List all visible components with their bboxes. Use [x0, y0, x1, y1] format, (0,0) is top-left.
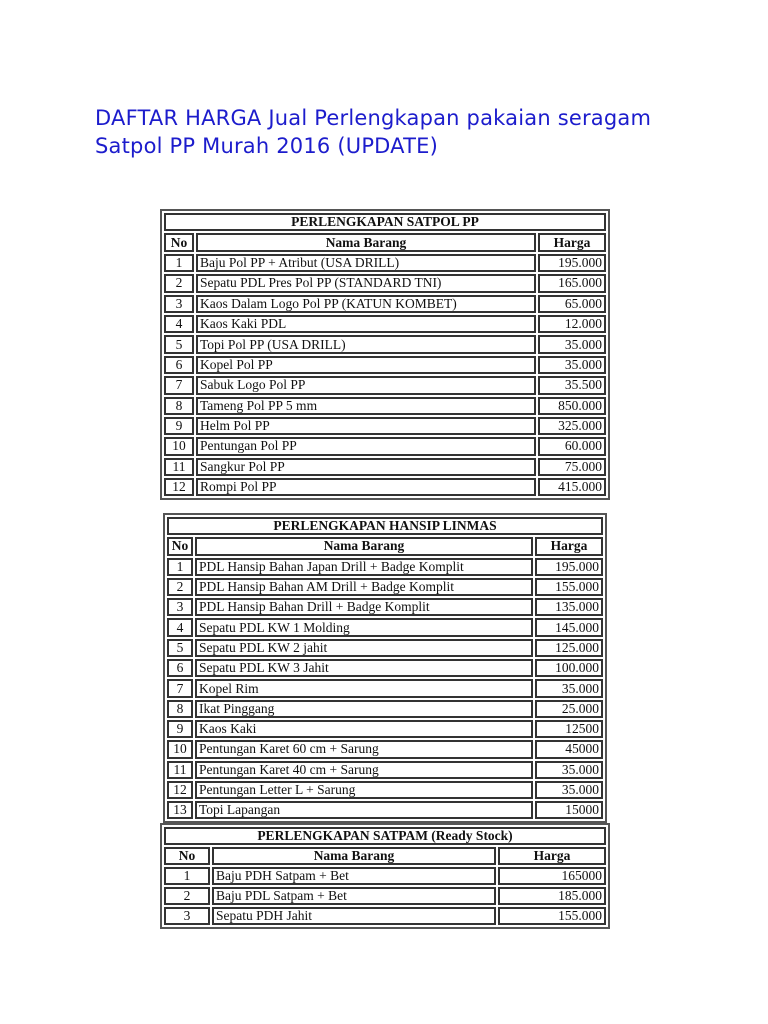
page-title: DAFTAR HARGA Jual Perlengkapan pakaian seragam Satpol PP Murah 2016 (UPDATE) [95, 106, 652, 158]
item-name: Pentungan Karet 60 cm + Sarung [195, 740, 533, 758]
item-name: PDL Hansip Bahan Japan Drill + Badge Komplit [195, 558, 533, 576]
table-row [167, 740, 603, 758]
item-price: 165000 [498, 867, 606, 885]
table-row [167, 679, 603, 697]
item-price: 15000 [535, 801, 603, 819]
item-number: 7 [164, 376, 194, 394]
item-name: Sabuk Logo Pol PP [196, 376, 536, 394]
item-name: Pentungan Letter L + Sarung [195, 781, 533, 799]
column-header-name: Nama Barang [212, 847, 496, 865]
item-price: 12500 [535, 720, 603, 738]
column-header-row [164, 233, 606, 251]
item-price: 35.000 [535, 781, 603, 799]
item-name: Sepatu PDL KW 2 jahit [195, 639, 533, 657]
item-number: 2 [164, 274, 194, 292]
item-price: 415.000 [538, 478, 606, 496]
item-name: Baju PDH Satpam + Bet [212, 867, 496, 885]
item-number: 1 [164, 254, 194, 272]
item-price: 185.000 [498, 887, 606, 905]
item-price: 325.000 [538, 417, 606, 435]
item-price: 45000 [535, 740, 603, 758]
item-number: 10 [164, 437, 194, 455]
item-name: PDL Hansip Bahan AM Drill + Badge Komplit [195, 578, 533, 596]
table-heading: PERLENGKAPAN SATPOL PP [164, 213, 606, 231]
table-row [164, 478, 606, 496]
table-row [164, 295, 606, 313]
column-header-name: Nama Barang [195, 537, 533, 555]
table-row [167, 801, 603, 819]
item-number: 8 [167, 700, 193, 718]
item-number: 7 [167, 679, 193, 697]
item-price: 850.000 [538, 397, 606, 415]
item-number: 12 [164, 478, 194, 496]
item-price: 165.000 [538, 274, 606, 292]
item-name: Sepatu PDL KW 1 Molding [195, 618, 533, 636]
column-header-no: No [164, 233, 194, 251]
item-name: Sepatu PDL Pres Pol PP (STANDARD TNI) [196, 274, 536, 292]
table-heading: PERLENGKAPAN HANSIP LINMAS [167, 517, 603, 535]
item-number: 8 [164, 397, 194, 415]
column-header-row [167, 537, 603, 555]
item-price: 35.000 [535, 761, 603, 779]
item-price: 35.000 [538, 356, 606, 374]
column-header-price: Harga [498, 847, 606, 865]
item-price: 135.000 [535, 598, 603, 616]
item-price: 35.500 [538, 376, 606, 394]
item-number: 6 [167, 659, 193, 677]
table-row [167, 639, 603, 657]
table-heading: PERLENGKAPAN SATPAM (Ready Stock) [164, 827, 606, 845]
item-number: 12 [167, 781, 193, 799]
item-price: 65.000 [538, 295, 606, 313]
item-name: Pentungan Karet 40 cm + Sarung [195, 761, 533, 779]
table-row [167, 558, 603, 576]
item-number: 10 [167, 740, 193, 758]
item-name: Topi Lapangan [195, 801, 533, 819]
table-row [167, 578, 603, 596]
item-price: 100.000 [535, 659, 603, 677]
item-price: 35.000 [535, 679, 603, 697]
column-header-no: No [167, 537, 193, 555]
item-number: 13 [167, 801, 193, 819]
table-row [167, 700, 603, 718]
table-row [164, 867, 606, 885]
column-header-price: Harga [535, 537, 603, 555]
item-name: Tameng Pol PP 5 mm [196, 397, 536, 415]
item-number: 11 [164, 458, 194, 476]
item-number: 9 [167, 720, 193, 738]
table-row [167, 781, 603, 799]
table-row [167, 598, 603, 616]
item-name: Baju Pol PP + Atribut (USA DRILL) [196, 254, 536, 272]
item-number: 5 [164, 335, 194, 353]
item-name: Topi Pol PP (USA DRILL) [196, 335, 536, 353]
table-row [164, 376, 606, 394]
item-price: 145.000 [535, 618, 603, 636]
item-price: 60.000 [538, 437, 606, 455]
table-row [164, 458, 606, 476]
item-name: Sangkur Pol PP [196, 458, 536, 476]
item-price: 75.000 [538, 458, 606, 476]
satpol-pp-price-table [160, 209, 610, 500]
item-name: Baju PDL Satpam + Bet [212, 887, 496, 905]
table-row [164, 437, 606, 455]
column-header-row [164, 847, 606, 865]
item-price: 125.000 [535, 639, 603, 657]
table-row [164, 417, 606, 435]
item-price: 195.000 [538, 254, 606, 272]
item-number: 1 [167, 558, 193, 576]
column-header-name: Nama Barang [196, 233, 536, 251]
item-number: 3 [164, 907, 210, 925]
table-heading-row [164, 827, 606, 845]
item-name: Kopel Rim [195, 679, 533, 697]
table-row [167, 659, 603, 677]
item-name: Helm Pol PP [196, 417, 536, 435]
item-name: Kaos Kaki [195, 720, 533, 738]
table-heading-row [167, 517, 603, 535]
table-row [164, 335, 606, 353]
table-row [164, 887, 606, 905]
item-name: Rompi Pol PP [196, 478, 536, 496]
item-number: 9 [164, 417, 194, 435]
item-number: 4 [167, 618, 193, 636]
item-name: Kopel Pol PP [196, 356, 536, 374]
item-name: Sepatu PDH Jahit [212, 907, 496, 925]
column-header-no: No [164, 847, 210, 865]
table-row [167, 720, 603, 738]
item-name: Sepatu PDL KW 3 Jahit [195, 659, 533, 677]
item-number: 1 [164, 867, 210, 885]
item-price: 35.000 [538, 335, 606, 353]
item-name: Kaos Dalam Logo Pol PP (KATUN KOMBET) [196, 295, 536, 313]
item-number: 3 [167, 598, 193, 616]
table-row [164, 907, 606, 925]
item-number: 11 [167, 761, 193, 779]
item-name: PDL Hansip Bahan Drill + Badge Komplit [195, 598, 533, 616]
table-row [164, 315, 606, 333]
satpam-price-table [160, 823, 610, 929]
table-row [164, 274, 606, 292]
item-name: Ikat Pinggang [195, 700, 533, 718]
table-heading-row [164, 213, 606, 231]
item-price: 12.000 [538, 315, 606, 333]
item-number: 4 [164, 315, 194, 333]
item-price: 155.000 [498, 907, 606, 925]
item-number: 6 [164, 356, 194, 374]
table-row [164, 356, 606, 374]
table-row [164, 254, 606, 272]
item-number: 3 [164, 295, 194, 313]
item-number: 2 [164, 887, 210, 905]
hansip-linmas-price-table [163, 513, 607, 823]
item-price: 155.000 [535, 578, 603, 596]
table-row [164, 397, 606, 415]
item-name: Kaos Kaki PDL [196, 315, 536, 333]
item-number: 2 [167, 578, 193, 596]
item-number: 5 [167, 639, 193, 657]
table-row [167, 761, 603, 779]
item-name: Pentungan Pol PP [196, 437, 536, 455]
item-price: 195.000 [535, 558, 603, 576]
table-row [167, 618, 603, 636]
item-price: 25.000 [535, 700, 603, 718]
column-header-price: Harga [538, 233, 606, 251]
